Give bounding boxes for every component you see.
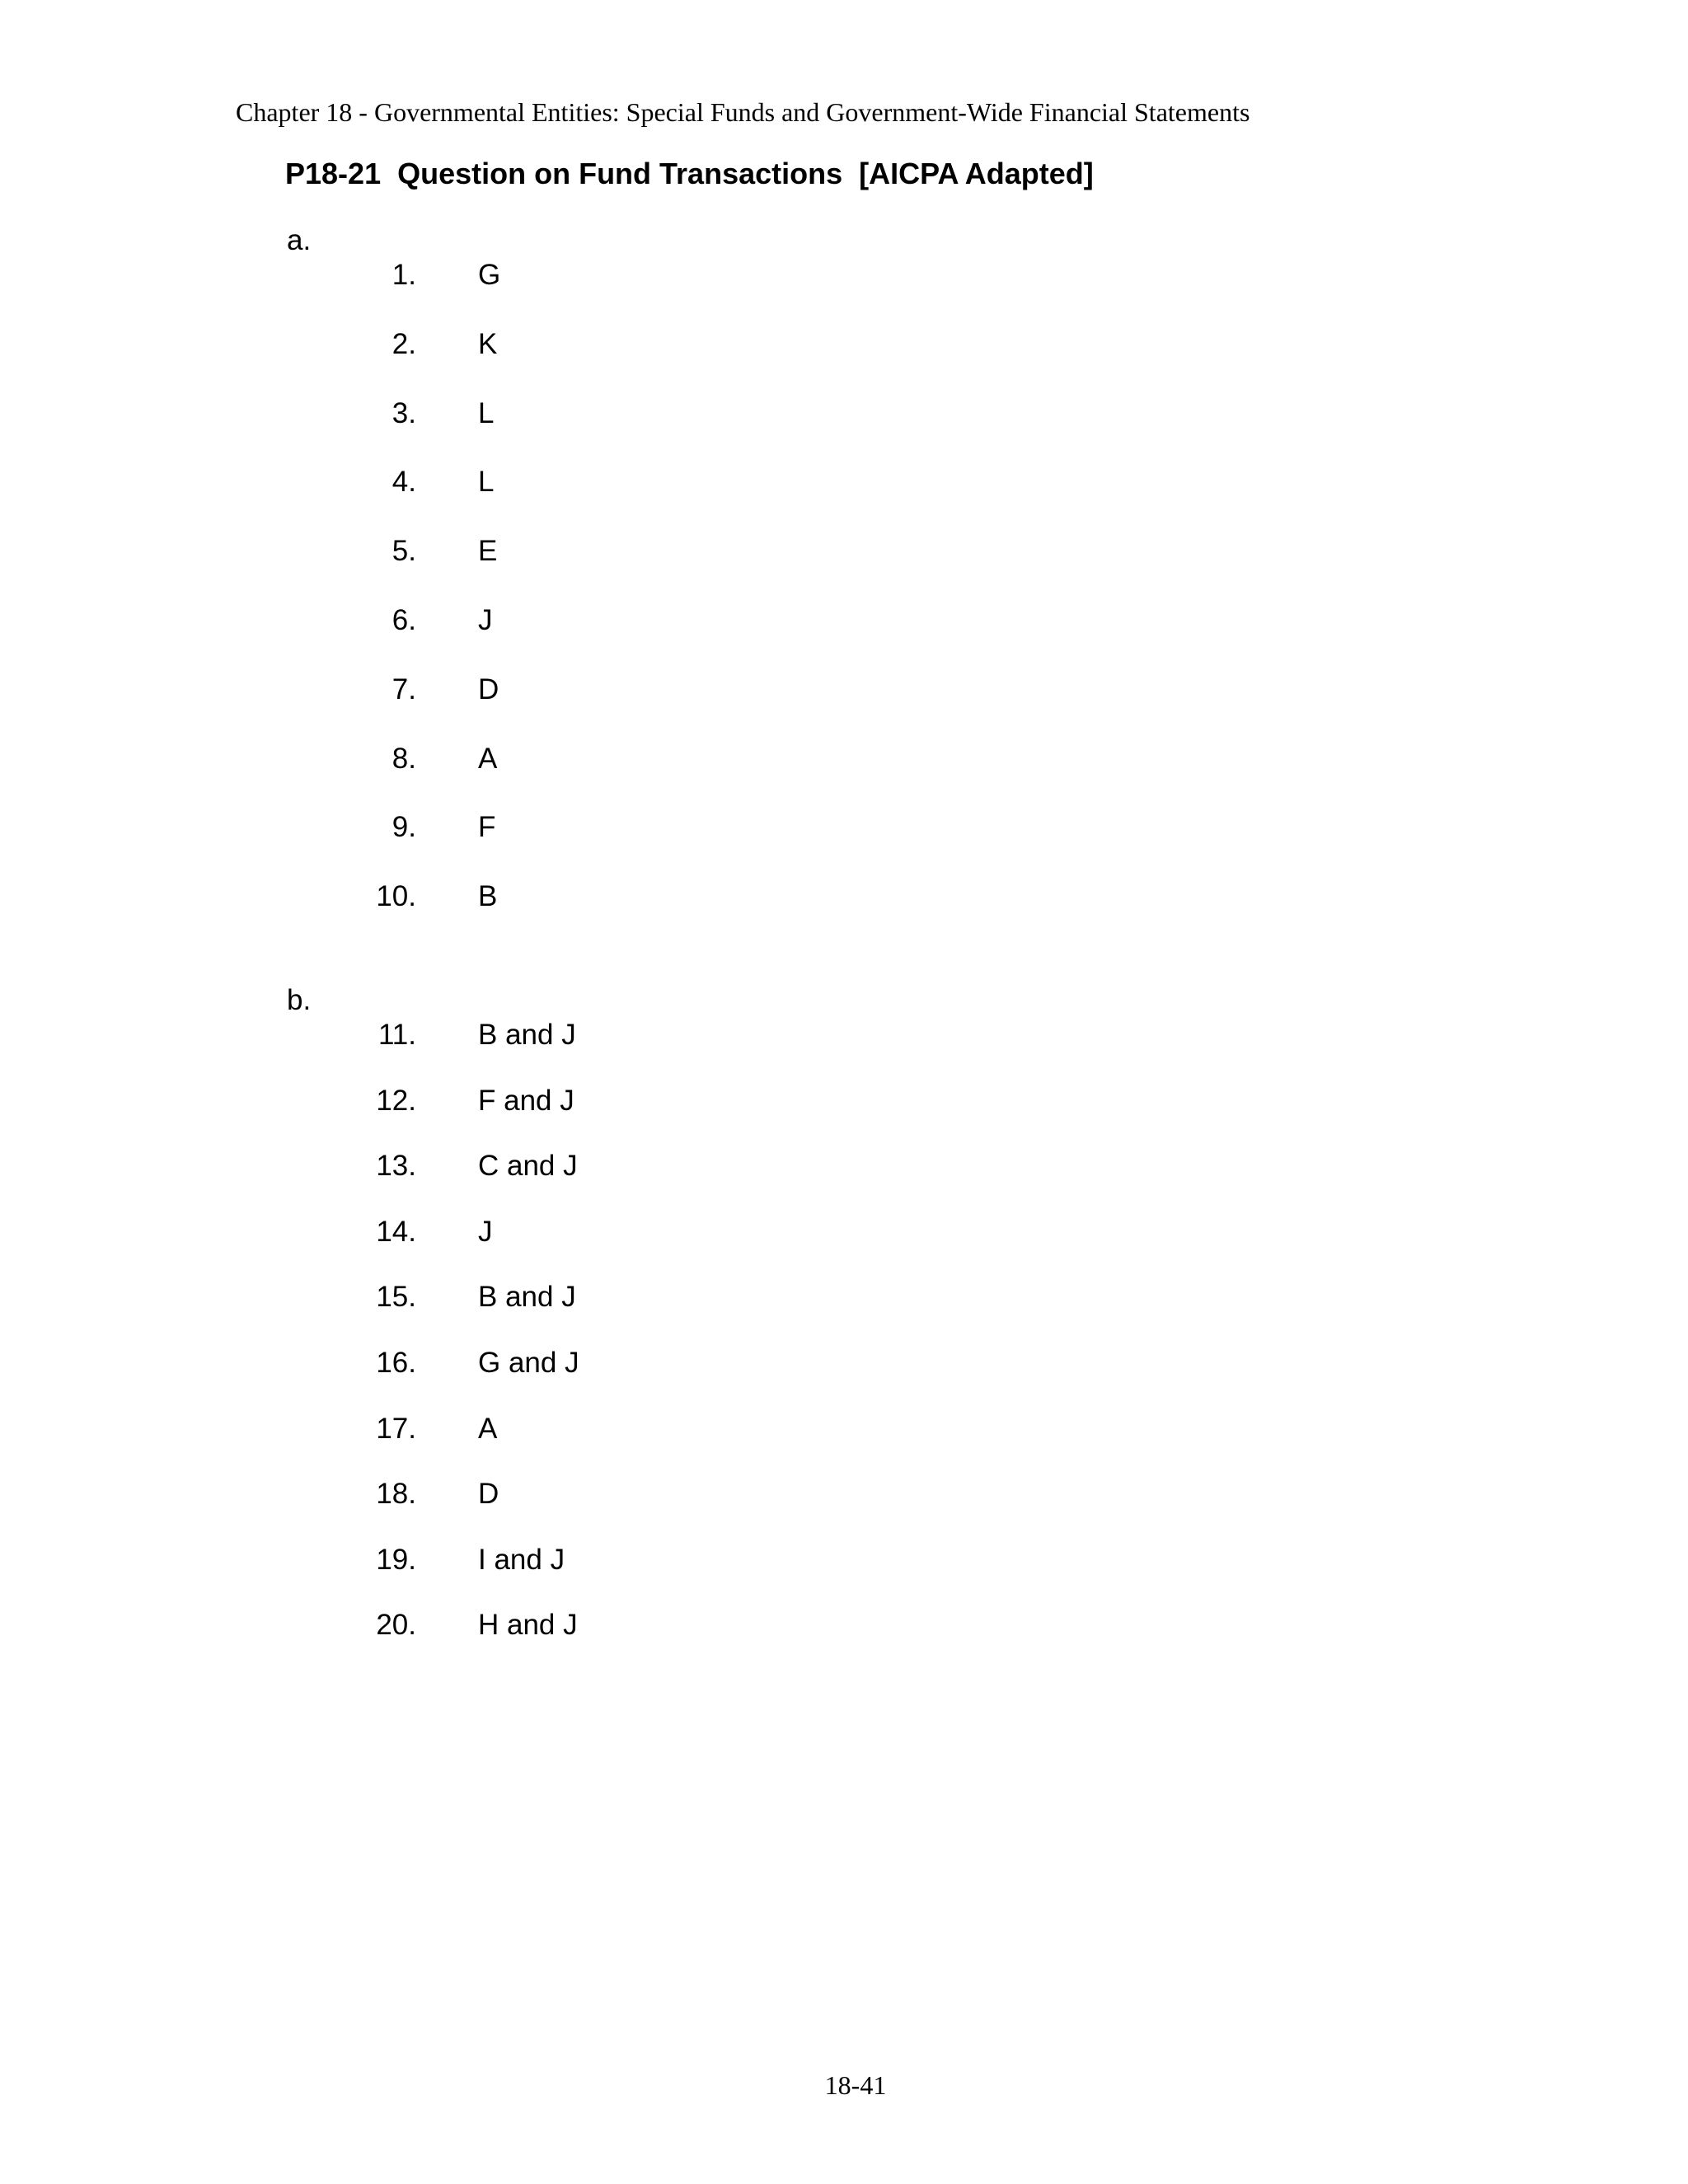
item-answer: B [478,880,498,913]
answer-row [330,1413,989,1449]
item-number: 11. [377,1019,416,1051]
answer-row [330,1478,989,1514]
answer-row [330,1150,989,1186]
answer-row [330,1347,989,1383]
item-answer: F [478,811,496,844]
answer-row [330,1085,989,1121]
answer-row [330,673,989,710]
item-answer: B and J [478,1019,576,1051]
answer-row [330,1281,989,1317]
item-number: 12. [376,1084,416,1117]
item-answer: L [478,396,495,429]
item-answer: D [478,673,499,705]
item-number: 3. [392,396,416,429]
item-answer: C and J [478,1150,578,1183]
item-number: 9. [392,811,416,844]
item-number: 14. [376,1215,416,1248]
item-number: 6. [392,604,416,636]
item-number: 1. [392,259,416,291]
answer-row [330,259,989,295]
page-number: 18-41 [824,2070,887,2100]
item-answer: L [478,466,495,499]
item-answer: A [478,742,498,775]
item-number: 8. [392,742,416,775]
answer-row [330,604,989,640]
answer-row [330,880,989,916]
answer-row [330,535,989,571]
answer-row [330,1019,989,1055]
item-answer: E [478,535,498,568]
answer-row [330,1544,989,1580]
answer-row [330,466,989,502]
answer-row [330,397,989,434]
answer-row [330,1609,989,1645]
section-label-b: b. [287,984,312,1016]
answer-row [330,328,989,364]
item-answer: K [478,327,498,360]
answer-row [330,811,989,847]
problem-title: P18-21 Question on Fund Transactions [AICPA Adapted] [285,157,1094,190]
item-answer: B and J [478,1281,576,1314]
item-answer: G and J [478,1347,579,1379]
item-number: 18. [376,1478,416,1511]
item-number: 7. [392,673,416,705]
answer-row [330,743,989,779]
item-number: 15. [376,1281,416,1314]
item-number: 16. [376,1347,416,1379]
item-number: 20. [376,1609,416,1642]
item-answer: I and J [478,1543,565,1576]
item-answer: H and J [478,1609,578,1642]
item-answer: G [478,259,501,291]
item-answer: J [478,604,493,636]
item-number: 10. [376,880,416,913]
item-number: 4. [392,466,416,499]
item-number: 19. [376,1543,416,1576]
chapter-header: Chapter 18 - Governmental Entities: Special Funds and Government-Wide Financial Statements [236,97,1250,127]
item-answer: J [478,1215,493,1248]
answer-row [330,1216,989,1252]
item-number: 17. [376,1412,416,1445]
section-label-a: a. [287,224,312,256]
item-number: 2. [392,327,416,360]
item-answer: A [478,1412,498,1445]
item-answer: D [478,1478,499,1511]
item-answer: F and J [478,1084,574,1117]
item-number: 5. [392,535,416,568]
item-number: 13. [376,1150,416,1183]
